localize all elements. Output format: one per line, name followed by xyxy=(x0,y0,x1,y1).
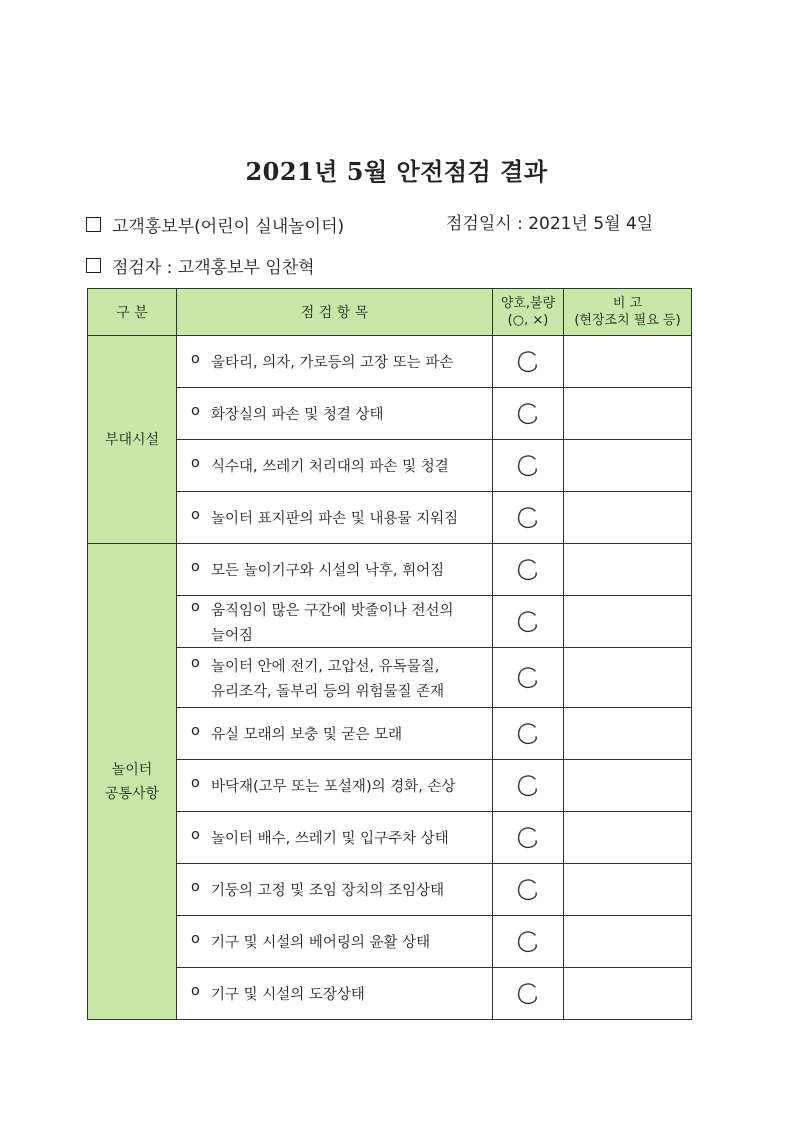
category-playground-line2: 공통사항 xyxy=(104,785,160,802)
inspection-item-line: 모든 놀이기구와 시설의 낙후, 휘어짐 xyxy=(211,563,445,579)
table-row xyxy=(88,708,692,760)
inspection-item xyxy=(177,708,493,760)
table-row xyxy=(88,336,692,388)
inspection-item-text xyxy=(211,599,454,645)
note-cell[interactable] xyxy=(564,968,692,1020)
inspection-item xyxy=(177,648,493,708)
note-cell[interactable] xyxy=(564,708,692,760)
handwritten-circle-mark xyxy=(513,823,543,853)
inspection-item-line: 늘어짐 xyxy=(211,627,254,644)
department-checkbox[interactable] xyxy=(86,217,101,232)
result-cell xyxy=(493,708,564,760)
handwritten-circle-mark xyxy=(513,555,543,585)
handwritten-circle-mark xyxy=(513,663,543,693)
result-cell xyxy=(493,544,564,596)
department-line xyxy=(86,212,344,237)
inspection-item-line: 유리조각, 돌부리 등의 위험물질 존재 xyxy=(211,683,445,700)
result-cell xyxy=(493,916,564,968)
table-header-row xyxy=(88,289,692,336)
inspection-item-text xyxy=(211,455,449,476)
table-row xyxy=(88,648,692,708)
table-row xyxy=(88,388,692,440)
bullet-icon: o xyxy=(191,559,200,575)
note-cell[interactable] xyxy=(564,492,692,544)
bullet-icon: o xyxy=(191,455,200,471)
table-row xyxy=(88,916,692,968)
table-row xyxy=(88,544,692,596)
note-cell[interactable] xyxy=(564,544,692,596)
inspection-item-text xyxy=(211,879,444,900)
note-cell[interactable] xyxy=(564,388,692,440)
inspection-item xyxy=(177,760,493,812)
inspection-item-line: 울타리, 의자, 가로등의 고장 또는 파손 xyxy=(211,355,454,371)
note-cell[interactable] xyxy=(564,336,692,388)
bullet-icon: o xyxy=(191,507,200,523)
department-label: 고객홍보부(어린이 실내놀이터) xyxy=(112,217,345,237)
inspection-item-line: 기둥의 고정 및 조임 장치의 조임상태 xyxy=(211,883,445,899)
result-cell xyxy=(493,596,564,648)
inspection-item-line: 화장실의 파손 및 청결 상태 xyxy=(211,407,384,423)
inspection-date: 점검일시 : 2021년 5월 4일 xyxy=(446,214,654,234)
result-cell xyxy=(493,388,564,440)
handwritten-circle-mark xyxy=(513,503,543,533)
handwritten-circle-mark xyxy=(513,347,543,377)
inspection-item-line: 움직임이 많은 구간에 밧줄이나 전선의 xyxy=(211,602,454,619)
header-category: 구 분 xyxy=(88,289,177,336)
inspection-item-text xyxy=(211,827,449,848)
header-item: 점 검 항 목 xyxy=(177,289,493,336)
bullet-icon: o xyxy=(191,931,200,947)
table-row xyxy=(88,440,692,492)
handwritten-circle-mark xyxy=(513,451,543,481)
inspection-item-line: 놀이터 안에 전기, 고압선, 유독물질, xyxy=(211,658,440,675)
handwritten-circle-mark xyxy=(513,607,543,637)
handwritten-circle-mark xyxy=(513,719,543,749)
note-cell[interactable] xyxy=(564,760,692,812)
handwritten-circle-mark xyxy=(513,771,543,801)
inspection-item-text xyxy=(211,655,444,701)
inspection-item-text xyxy=(211,983,365,1004)
inspection-item-text xyxy=(211,403,384,424)
result-cell xyxy=(493,760,564,812)
inspection-item xyxy=(177,440,493,492)
inspection-item xyxy=(177,544,493,596)
inspection-item-text xyxy=(211,351,453,372)
category-playground xyxy=(88,544,177,1020)
note-cell[interactable] xyxy=(564,864,692,916)
bullet-icon: o xyxy=(191,827,200,843)
result-cell xyxy=(493,492,564,544)
table-row xyxy=(88,760,692,812)
bullet-icon: o xyxy=(191,775,200,791)
table-row xyxy=(88,596,692,648)
handwritten-circle-mark xyxy=(513,399,543,429)
inspection-item-line: 기구 및 시설의 베어링의 윤활 상태 xyxy=(211,935,431,951)
result-cell xyxy=(493,440,564,492)
bullet-icon: o xyxy=(191,723,200,739)
inspection-item xyxy=(177,492,493,544)
note-cell[interactable] xyxy=(564,916,692,968)
bullet-icon: o xyxy=(191,879,200,895)
inspection-item-line: 유실 모래의 보충 및 굳은 모래 xyxy=(211,727,403,743)
result-cell xyxy=(493,968,564,1020)
inspection-item xyxy=(177,388,493,440)
header-status: 양호,불량 (○, ×) xyxy=(493,289,564,336)
inspection-item-text xyxy=(211,723,402,744)
inspector-line xyxy=(86,253,315,278)
result-cell xyxy=(493,648,564,708)
inspection-item-line: 바닥재(고무 또는 포설재)의 경화, 손상 xyxy=(211,779,456,795)
inspection-item xyxy=(177,596,493,648)
handwritten-circle-mark xyxy=(513,927,543,957)
bullet-icon: o xyxy=(191,983,200,999)
inspection-item-line: 놀이터 표지판의 파손 및 내용물 지워짐 xyxy=(211,511,459,527)
handwritten-circle-mark xyxy=(513,979,543,1009)
inspection-item xyxy=(177,968,493,1020)
result-cell xyxy=(493,336,564,388)
category-facilities: 부대시설 xyxy=(88,336,177,544)
handwritten-circle-mark xyxy=(513,875,543,905)
table-row xyxy=(88,492,692,544)
inspection-item xyxy=(177,864,493,916)
result-cell xyxy=(493,812,564,864)
bullet-icon: o xyxy=(191,654,200,671)
note-cell[interactable] xyxy=(564,440,692,492)
result-cell xyxy=(493,864,564,916)
inspection-item-text xyxy=(211,507,458,528)
inspection-item-text xyxy=(211,931,430,952)
inspection-item xyxy=(177,336,493,388)
table-row xyxy=(88,812,692,864)
table-row xyxy=(88,864,692,916)
category-playground-line1: 놀이터 xyxy=(111,761,153,778)
inspection-item xyxy=(177,916,493,968)
note-cell[interactable] xyxy=(564,596,692,648)
bullet-icon: o xyxy=(191,403,200,419)
inspection-item-line: 놀이터 배수, 쓰레기 및 입구주차 상태 xyxy=(211,831,449,847)
inspection-item-line: 기구 및 시설의 도장상태 xyxy=(211,987,365,1003)
inspection-item xyxy=(177,812,493,864)
inspection-item-text xyxy=(211,775,455,796)
inspector-label: 점검자 : 고객홍보부 임찬혁 xyxy=(112,258,315,278)
inspection-item-line: 식수대, 쓰레기 처리대의 파손 및 청결 xyxy=(211,459,449,475)
bullet-icon: o xyxy=(191,351,200,367)
page-title: 2021년 5월 안전점검 결과 xyxy=(245,157,548,186)
header-note: 비 고 (현장조치 필요 등) xyxy=(564,289,692,336)
note-cell[interactable] xyxy=(564,812,692,864)
inspection-table xyxy=(87,288,692,1020)
table-row xyxy=(88,968,692,1020)
inspection-item-text xyxy=(211,559,444,580)
inspector-checkbox[interactable] xyxy=(86,258,101,273)
note-cell[interactable] xyxy=(564,648,692,708)
bullet-icon: o xyxy=(191,598,200,615)
